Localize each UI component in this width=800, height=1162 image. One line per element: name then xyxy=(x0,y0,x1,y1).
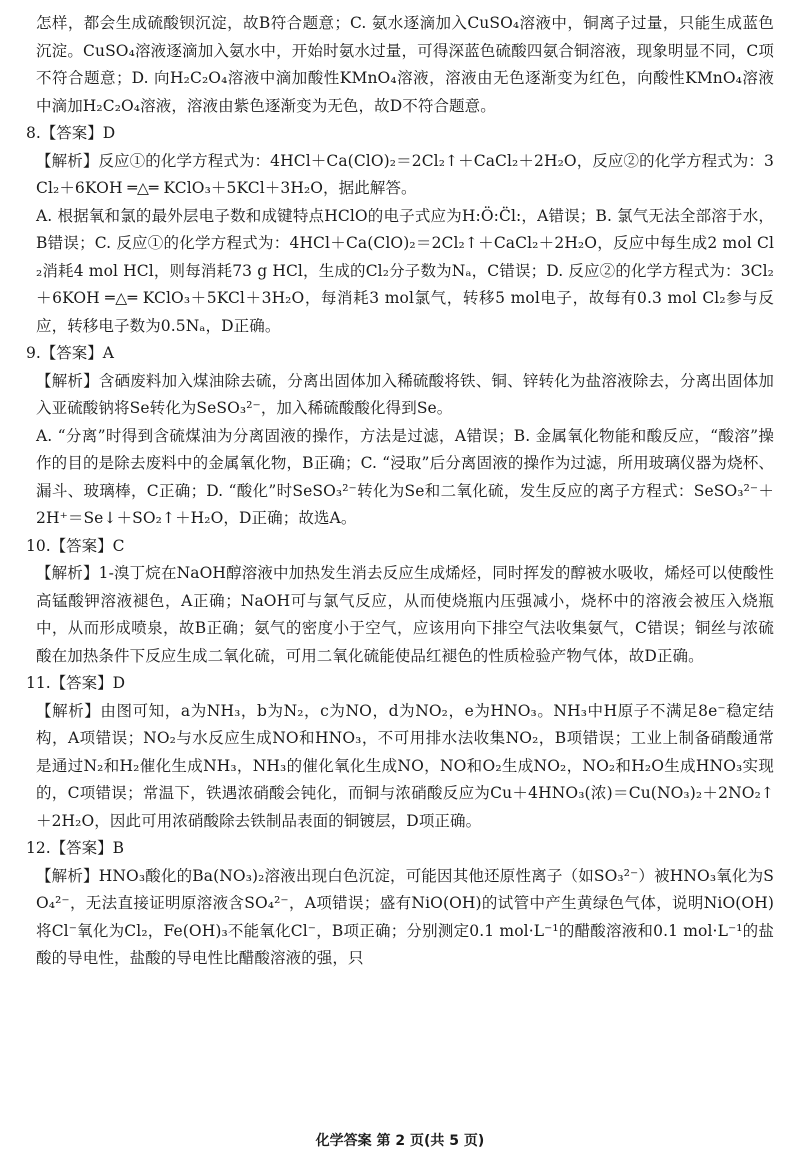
question-11 xyxy=(26,670,774,835)
continuation-paragraph: 怎样，都会生成硫酸钡沉淀，故B符合题意；C. 氨水逐滴加入CuSO₄溶液中，铜离子过量，只能生成蓝色沉淀。CuSO₄溶液逐滴加入氨水中，开始时氨水过量，可得深蓝色硫酸四氨合铜溶液，现象明显不同，C项不符合题意；D. 向H₂C₂O₄溶液中滴加酸性KMnO₄溶液，溶液由无色逐渐变为红色，向酸性KMnO₄溶液中滴加H₂C₂O₄溶液，溶液由紫色逐渐变为无色，故D不符合题意。 xyxy=(36,14,774,115)
answer-heading: 11.【答案】D xyxy=(26,674,126,692)
question-10 xyxy=(26,533,774,671)
analysis-paragraph: 【解析】1-溴丁烷在NaOH醇溶液中加热发生消去反应生成烯烃，同时挥发的醇被水吸收，烯烃可以使酸性高锰酸钾溶液褪色，A正确；NaOH可与氯气反应，从而使烧瓶内压强减小，烧杯中的溶液会被压入烧瓶中，从而形成喷泉，故B正确；氨气的密度小于空气，应该用向下排空气法收集氨气，C错误；铜丝与浓硫酸在加热条件下反应生成二氧化硫，可用二氧化硫能使品红褪色的性质检验产物气体，故D正确。 xyxy=(36,564,774,665)
question-8 xyxy=(26,120,774,340)
analysis-paragraph: 【解析】反应①的化学方程式为：4HCl＋Ca(ClO)₂＝2Cl₂↑＋CaCl₂＋2H₂O，反应②的化学方程式为：3Cl₂＋6KOH ═△═ KClO₃＋5KCl＋3H₂O，据此解答。 xyxy=(36,151,774,197)
analysis-paragraph: A. 根据氧和氯的最外层电子数和成键特点HClO的电子式应为H:Ö:C̈l:，A错误；B. 氯气无法全部溶于水，B错误；C. 反应①的化学方程式为：4HCl＋Ca(ClO)₂＝2Cl₂↑＋CaCl₂＋2H₂O，反应中每生成2 mol Cl₂消耗4 mol HCl，则每消耗73 g HCl，生成的Cl₂分子数为Nₐ，C错误；D. 反应②的化学方程式为：3Cl₂＋6KOH ═△═ KClO₃＋5KCl＋3H₂O，每消耗3 mol氯气，转移5 mol电子，故每有0.3 mol Cl₂参与反应，转移电子数为0.5Nₐ，D正确。 xyxy=(36,206,774,335)
analysis-paragraph: 【解析】HNO₃酸化的Ba(NO₃)₂溶液出现白色沉淀，可能因其他还原性离子（如SO₃²⁻）被HNO₃氧化为SO₄²⁻，无法直接证明原溶液含SO₄²⁻，A项错误；盛有NiO(OH)的试管中产生黄绿色气体，说明NiO(OH)将Cl⁻氧化为Cl₂，Fe(OH)₃不能氧化Cl⁻，B项正确；分别测定0.1 mol·L⁻¹的醋酸溶液和0.1 mol·L⁻¹的盐酸的导电性，盐酸的导电性比醋酸溶液的强，只 xyxy=(36,866,774,967)
page-footer: 化学答案 第 2 页(共 5 页) xyxy=(315,1133,485,1149)
analysis-paragraph: A. “分离”时得到含硫煤油为分离固液的操作，方法是过滤，A错误；B. 金属氧化物能和酸反应，“酸溶”操作的目的是除去废料中的金属氧化物，B正确；C. “浸取”后分离固液的操作为过滤，所用玻璃仪器为烧杯、漏斗、玻璃棒，C正确；D. “酸化”时SeSO₃²⁻转化为Se和二氧化硫，发生反应的离子方程式：SeSO₃²⁻＋2H⁺＝Se↓＋SO₂↑＋H₂O，D正确；故选A。 xyxy=(36,426,774,527)
question-12 xyxy=(26,835,774,973)
answer-heading: 12.【答案】B xyxy=(26,839,125,857)
answer-heading: 9.【答案】A xyxy=(26,344,114,362)
answer-heading: 8.【答案】D xyxy=(26,124,116,142)
answer-heading: 10.【答案】C xyxy=(26,536,125,555)
analysis-paragraph: 【解析】含硒废料加入煤油除去硫，分离出固体加入稀硫酸将铁、铜、锌转化为盐溶液除去，分离出固体加入亚硫酸钠将Se转化为SeSO₃²⁻，加入稀硫酸酸化得到Se。 xyxy=(36,371,774,417)
question-9 xyxy=(26,340,774,533)
analysis-paragraph: 【解析】由图可知，a为NH₃，b为N₂，c为NO，d为NO₂，e为HNO₃。NH₃中H原子不满足8e⁻稳定结构，A项错误；NO₂与水反应生成NO和HNO₃，不可用排水法收集NO₂，B项错误；工业上制备硝酸通常是通过N₂和H₂催化生成NH₃，NH₃的催化氧化生成NO，NO和O₂生成NO₂，NO₂和H₂O生成HNO₃实现的，C项错误；常温下，铁遇浓硝酸会钝化，而铜与浓硝酸反应为Cu＋4HNO₃(浓)＝Cu(NO₃)₂＋2NO₂↑＋2H₂O，因此可用浓硝酸除去铁制品表面的铜镀层，D项正确。 xyxy=(36,701,774,830)
